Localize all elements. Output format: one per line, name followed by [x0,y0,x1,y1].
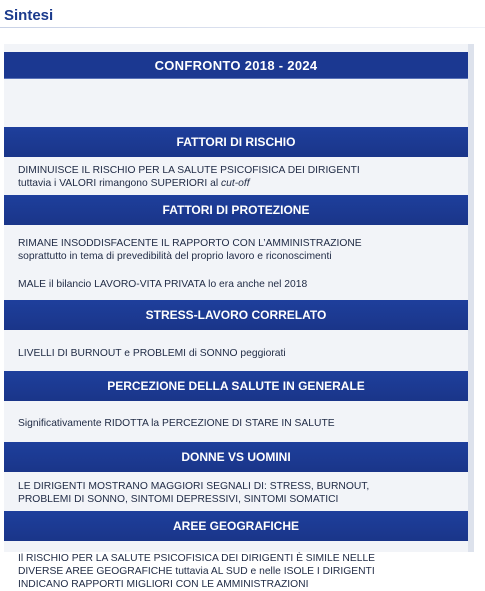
section-header-fattori-di-protezione: FATTORI DI PROTEZIONE [4,195,468,225]
section-text-fattori-di-protezione-2: MALE il bilancio LAVORO-VITA PRIVATA lo era anche nel 2018 [18,279,308,290]
page-title: Sintesi [4,7,54,24]
section-text-percezione-salute: Significativamente RIDOTTA la PERCEZIONE DI STARE IN SALUTE [18,418,335,429]
section-text-fattori-di-rischio: DIMINUISCE IL RISCHIO PER LA SALUTE PSICOFISICA DEI DIRIGENTI tuttavia i VALORI rimangono SUPERIORI al cut-off [18,165,360,189]
title-divider [0,27,485,28]
section-header-fattori-di-rischio: FATTORI DI RISCHIO [4,127,468,157]
section-header-percezione-salute: PERCEZIONE DELLA SALUTE IN GENERALE [4,371,468,401]
section-header-aree-geografiche: AREE GEOGRAFICHE [4,511,468,541]
section-header-donne-vs-uomini: DONNE VS UOMINI [4,442,468,472]
section-text-fattori-di-protezione-1: RIMANE INSODDISFACENTE IL RAPPORTO CON L’AMMINISTRAZIONE soprattutto in tema di prevedibilità del proprio lavoro e riconoscimenti [18,238,362,262]
section-header-stress-lavoro-correlato: STRESS-LAVORO CORRELATO [4,300,468,330]
main-header: CONFRONTO 2018 - 2024 [4,52,468,79]
section-text-aree-geografiche: Il RISCHIO PER LA SALUTE PSICOFISICA DEI DIRIGENTI È SIMILE NELLE DIVERSE AREE GEOGRAFICHE tuttavia AL SUD e nelle ISOLE I DIRIGENTI INDICANO RAPPORTI MIGLIORI CON LE AMMINISTRAZIONI [18,553,376,590]
summary-panel [4,44,474,590]
section-text-stress-lavoro-correlato: LIVELLI DI BURNOUT e PROBLEMI di SONNO peggiorati [18,348,286,359]
cut-off-term: cut-off [220,178,250,189]
section-text-donne-vs-uomini: LE DIRIGENTI MOSTRANO MAGGIORI SEGNALI DI: STRESS, BURNOUT, PROBLEMI DI SONNO, SINTOMI DEPRESSIVI, SINTOMI SOMATICI [18,481,370,505]
